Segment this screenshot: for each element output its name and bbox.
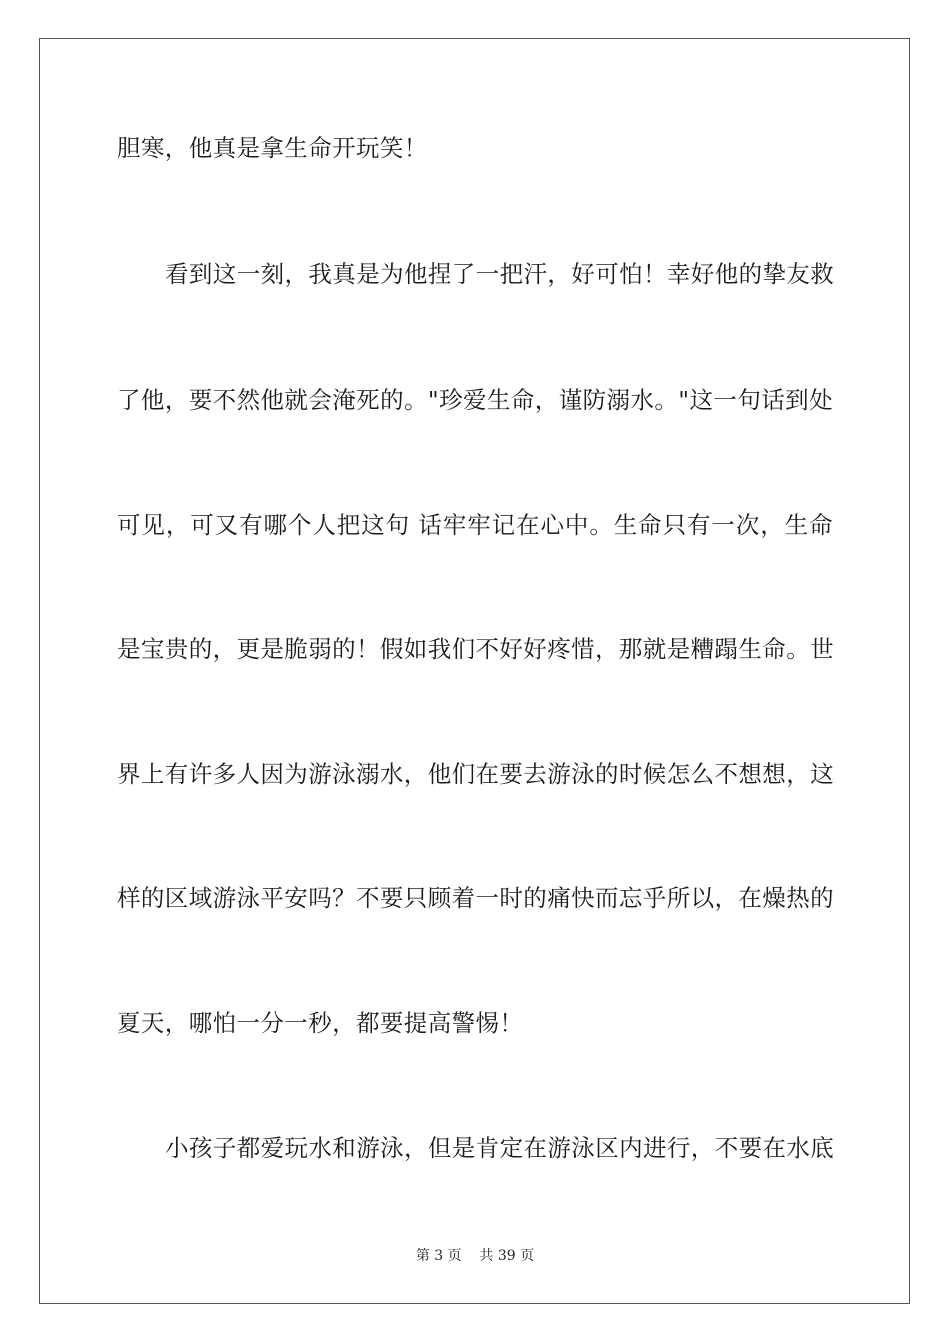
page-border	[39, 38, 910, 1304]
paragraph-line: 样的区域游泳平安吗？不要只顾着一时的痛快而忘乎所以，在燥热的	[117, 884, 834, 912]
paragraph-line: 小孩子都爱玩水和游泳，但是肯定在游泳区内进行，不要在水底	[165, 1134, 835, 1162]
paragraph-line: 可见，可又有哪个人把这句 话牢牢记在心中。生命只有一次，生命	[117, 511, 833, 539]
paragraph-line: 是宝贵的，更是脆弱的！假如我们不好好疼惜，那就是糟蹋生命。世	[117, 635, 834, 663]
paragraph-line: 胆寒，他真是拿生命开玩笑！	[117, 134, 428, 162]
paragraph-line: 了他，要不然他就会淹死的。"珍爱生命，谨防溺水。"这一句话到处	[117, 386, 833, 414]
paragraph-line: 界上有许多人因为游泳溺水，他们在要去游泳的时候怎么不想想，这	[117, 760, 834, 788]
paragraph-line: 看到这一刻，我真是为他捏了一把汗，好可怕！幸好他的挚友救	[165, 260, 835, 288]
paragraph-line: 夏天，哪怕一分一秒，都要提高警惕！	[117, 1009, 524, 1037]
page-number-footer: 第 3 页 共 39 页	[415, 1248, 535, 1264]
